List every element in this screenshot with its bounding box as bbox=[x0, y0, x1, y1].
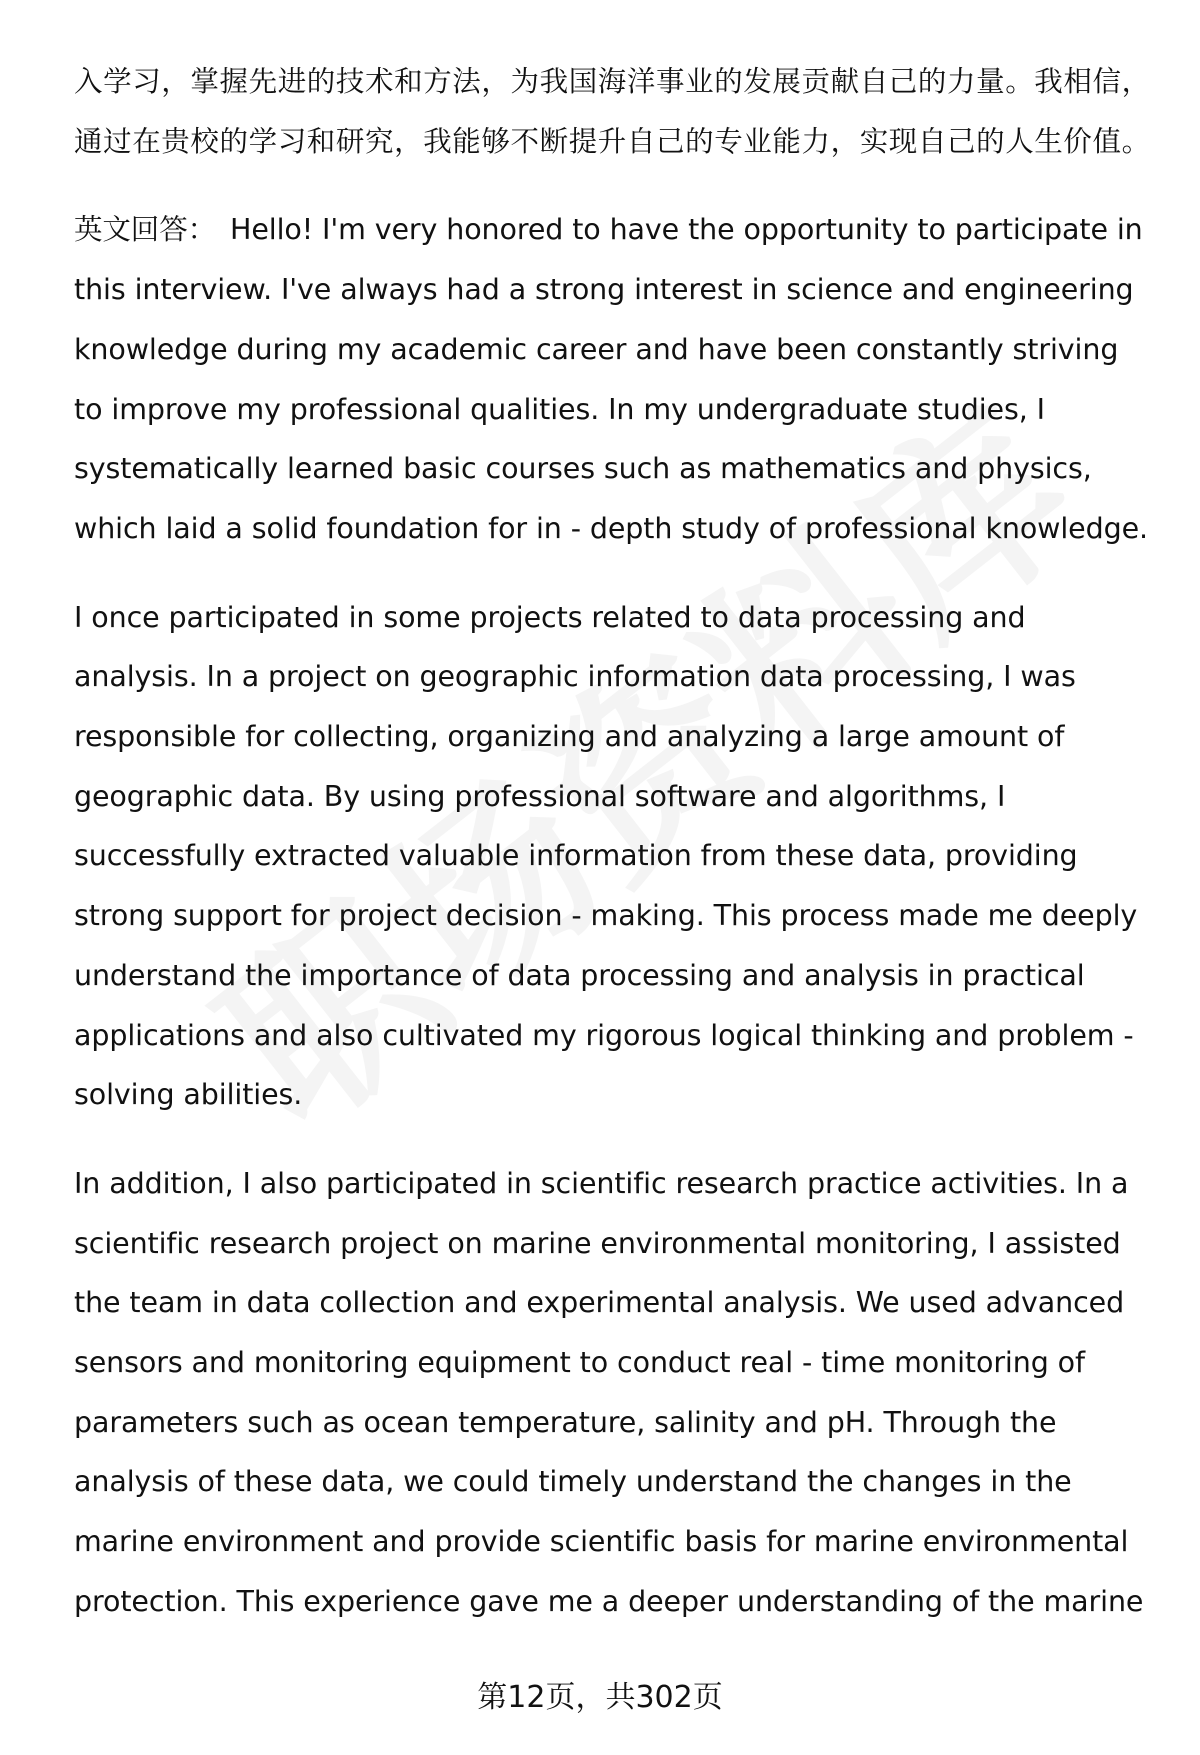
paragraph-english-intro bbox=[74, 200, 1152, 558]
paragraph-data-projects: I once participated in some projects related to data processing and analysis. In a project on geographic information data processing, I was responsible for collecting, organizing and analyzing a large amount of geographic data. By using professional software and algorithms, I successfully extracted valuable information from these data, providing strong support for project decision - making. This process made me deeply understand the importance of data processing and analysis in practical applications and also cultivated my rigorous logical thinking and problem - solving abilities. bbox=[74, 600, 1138, 1112]
paragraph-chinese-closing: 入学习，掌握先进的技术和方法，为我国海洋事业的发展贡献自己的力量。我相信，通过在贵校的学习和研究，我能够不断提升自己的专业能力，实现自己的人生价值。 bbox=[74, 65, 1151, 158]
paragraph-english-intro-text: Hello! I'm very honored to have the opportunity to participate in this interview. I've always had a strong interest in science and engineering knowledge during my academic career and have been constantly striving to improve my professional qualities. In my undergraduate studies, I systematically learned basic courses such as mathematics and physics, which laid a solid foundation for in - depth study of professional knowledge. bbox=[74, 213, 1148, 545]
document-body bbox=[74, 52, 1152, 1661]
page-footer: 第12页，共302页 bbox=[477, 1680, 723, 1715]
paragraph-research-practice: In addition, I also participated in scientific research practice activities. In a scientific research project on marine environmental monitoring, I assisted the team in data collection and experimental analysis. We used advanced sensors and monitoring equipment to conduct real - time monitoring of parameters such as ocean temperature, salinity and pH. Through the analysis of these data, we could timely understand the changes in the marine environment and provide scientific basis for marine environmental protection. This experience gave me a deeper understanding of the marine bbox=[74, 1166, 1144, 1618]
english-answer-label: 英文回答： bbox=[74, 213, 217, 247]
